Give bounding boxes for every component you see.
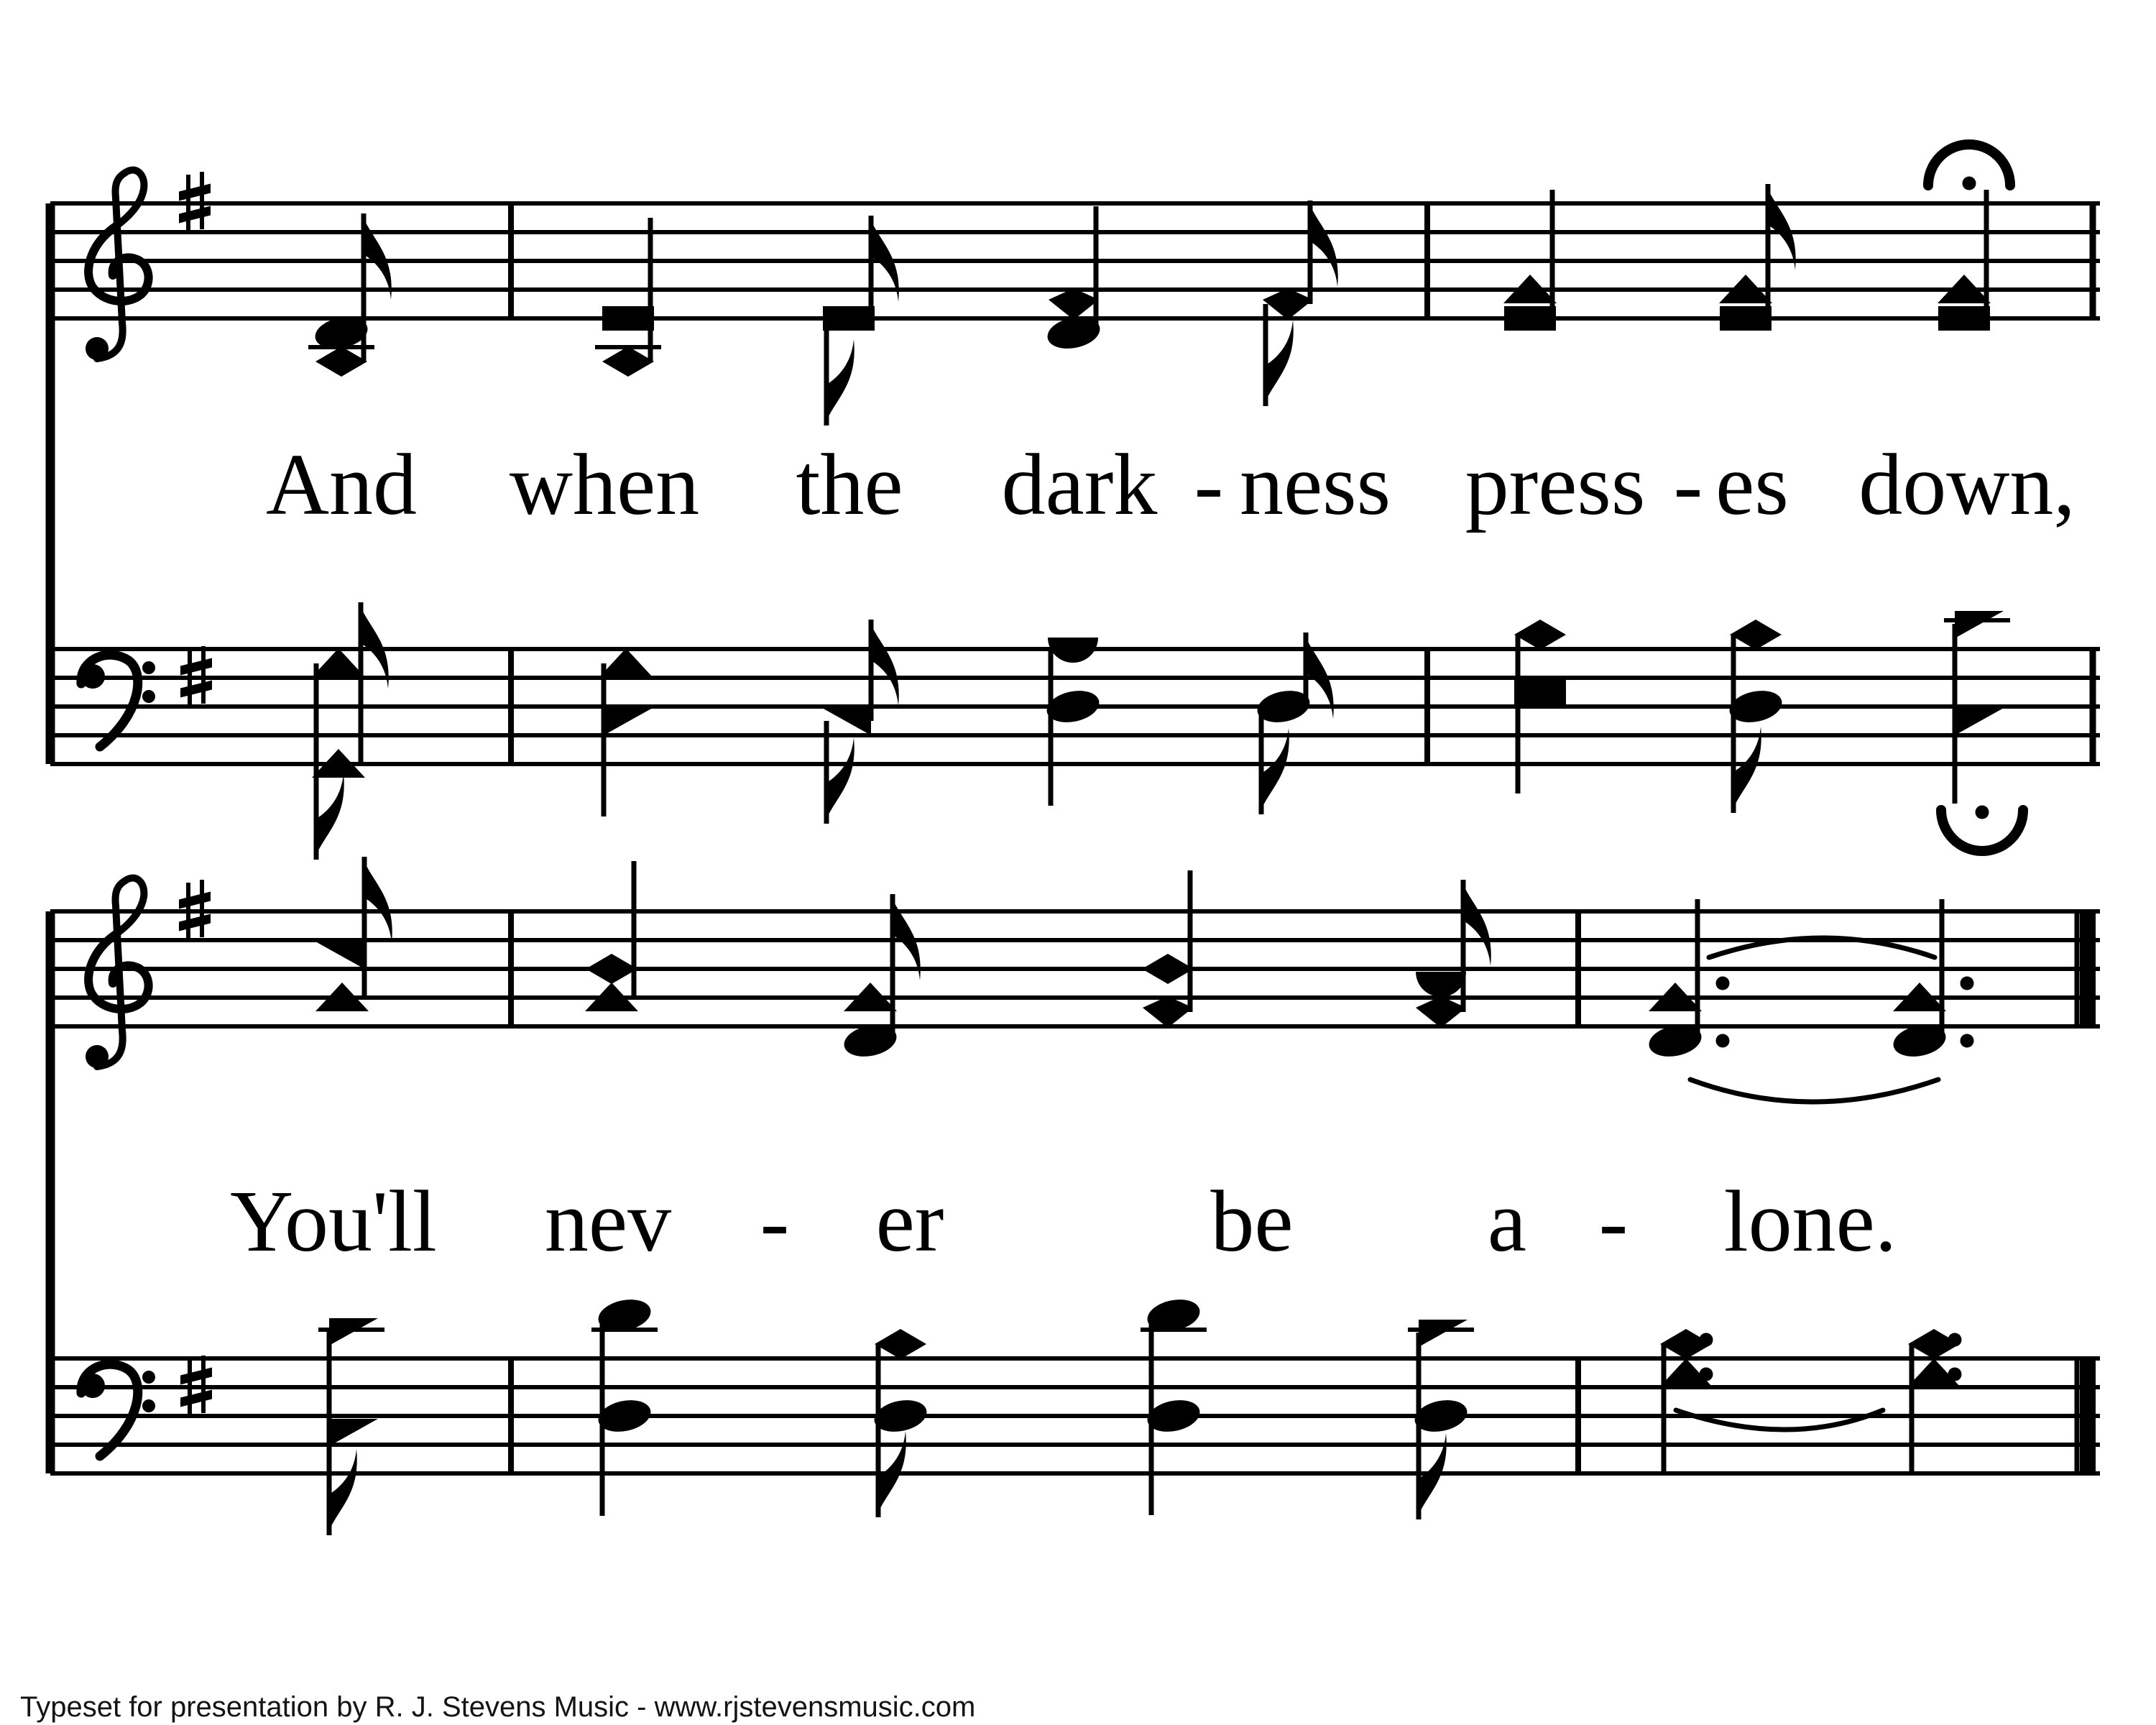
note (1044, 206, 1102, 353)
bass-clef-icon (80, 1364, 155, 1456)
lyric-syllable: press (1465, 436, 1646, 533)
staff-line (50, 967, 2100, 971)
notehead-la (1938, 306, 1990, 331)
note (1890, 899, 1973, 1061)
note-stem (648, 218, 653, 362)
note (1408, 1320, 1474, 1519)
staff-line (50, 1385, 2100, 1389)
barline (1424, 649, 1430, 764)
barline (508, 1358, 514, 1473)
notehead-mi (315, 346, 367, 377)
fermata-icon (1941, 806, 2023, 852)
augmentation-dot (1700, 1333, 1713, 1347)
lyric-syllable: ness (1239, 436, 1391, 533)
augmentation-dot (1961, 977, 1974, 990)
notehead-ti (1263, 288, 1313, 320)
staff-line (50, 1443, 2100, 1447)
tie (1676, 1410, 1883, 1430)
lyric-syllable: a (1487, 1173, 1527, 1270)
note-stem (1984, 190, 1989, 318)
note (1044, 638, 1102, 806)
note (1254, 632, 1333, 814)
staff-line (50, 1414, 2100, 1418)
lyric-syllable: - (1194, 436, 1224, 533)
notehead-fa (1419, 1320, 1468, 1347)
lyric-syllable: when (509, 436, 700, 533)
notehead-la (602, 306, 654, 331)
note-stem (1940, 899, 1945, 1041)
lyric-syllable: er (875, 1173, 944, 1270)
note-stem (1550, 190, 1555, 318)
augmentation-dot (1961, 1034, 1974, 1048)
barline (1575, 911, 1581, 1026)
note-stem (1049, 649, 1054, 806)
note (1928, 144, 2010, 331)
barline (46, 203, 55, 764)
staff-line (50, 909, 2100, 914)
note (1719, 184, 1796, 331)
fermata-icon (1928, 144, 2010, 190)
lyrics (230, 436, 2076, 1270)
notehead-mi (1142, 954, 1194, 984)
staff-line (50, 201, 2100, 206)
notehead-fa (822, 708, 871, 735)
note (1907, 1329, 1962, 1475)
barline (1424, 203, 1430, 318)
note-stem (600, 1315, 605, 1516)
barline (2090, 649, 2096, 764)
notehead-re (1416, 972, 1466, 997)
augmentation-dot (1948, 1368, 1962, 1381)
notehead-mi (586, 954, 637, 984)
note-stem (632, 861, 637, 998)
notehead-mi (1730, 620, 1782, 650)
note-stem (1909, 1344, 1915, 1475)
lyric-syllable: - (760, 1173, 790, 1270)
note-stem (1695, 899, 1700, 1041)
staff-line (50, 762, 2100, 766)
tie (1690, 1080, 1938, 1102)
augmentation-dot (1716, 977, 1730, 990)
note-stem (1188, 870, 1193, 1012)
note (308, 213, 392, 377)
lyric-syllable: the (796, 436, 903, 533)
lyric-syllable: be (1210, 1173, 1294, 1270)
lyric-syllable: And (265, 436, 418, 533)
barlines (46, 203, 2096, 1473)
lyric-syllable: es (1715, 436, 1789, 533)
note (591, 1295, 658, 1516)
note (1416, 880, 1491, 1028)
barline (508, 203, 514, 318)
notehead-la (1504, 306, 1556, 331)
note-stem (1953, 624, 1958, 804)
bass-clef-icon (80, 655, 155, 747)
notes (308, 144, 2023, 1535)
footer-text: Typeset for presentation by R. J. Stevens Music - www.rjstevensmusic.com (20, 1691, 976, 1723)
lyric-syllable: dark (1001, 436, 1158, 533)
note-stem (1662, 1344, 1667, 1475)
lyric-syllable: down, (1858, 436, 2076, 533)
barline (1575, 1358, 1581, 1473)
staff-line (50, 1471, 2100, 1476)
barline (508, 649, 514, 764)
note (599, 648, 653, 816)
notehead-fa (329, 1419, 378, 1446)
notehead-do (599, 648, 653, 677)
notehead-la (1720, 306, 1772, 331)
staff-lines (50, 201, 2100, 1476)
lyric-syllable: lone. (1723, 1173, 1897, 1270)
note (585, 861, 638, 1011)
notehead-re (1048, 638, 1098, 663)
barline (2090, 203, 2096, 318)
notehead-fa (604, 708, 653, 735)
lyric-syllable: nev (544, 1173, 672, 1270)
notehead-mi (602, 346, 654, 377)
augmentation-dot (1948, 1333, 1962, 1347)
staff-line (50, 1024, 2100, 1029)
note-stem (1516, 635, 1521, 794)
treble-clef-icon (86, 878, 149, 1068)
lyrics-line-1 (266, 436, 2076, 533)
augmentation-dot (1700, 1368, 1713, 1381)
augmentation-dot (1716, 1034, 1730, 1048)
note-stem (1094, 206, 1099, 333)
notehead-la (1514, 680, 1566, 704)
notehead-ti (1143, 996, 1193, 1028)
lyric-syllable: - (1598, 1173, 1628, 1270)
lyric-syllable: You'll (230, 1173, 437, 1270)
note (318, 1318, 384, 1535)
barline (2075, 911, 2080, 1026)
lyrics-line-2 (230, 1173, 1897, 1270)
note (315, 857, 392, 1011)
note (312, 602, 389, 860)
notehead-ti (1416, 996, 1466, 1028)
staff-line (50, 259, 2100, 263)
barline (2080, 911, 2096, 1026)
clefs (80, 170, 155, 1456)
notehead-fa (1955, 708, 2004, 735)
barline (46, 911, 55, 1473)
staff-line (50, 733, 2100, 737)
note (595, 218, 661, 377)
barline (508, 911, 514, 1026)
notehead-la (823, 306, 875, 331)
barline (2080, 1358, 2096, 1473)
note (1141, 1295, 1207, 1515)
notehead-do (312, 648, 365, 677)
note-stem (1149, 1315, 1154, 1515)
notehead-fa (315, 942, 364, 969)
note (1142, 870, 1194, 1028)
staff-line (50, 1356, 2100, 1361)
key-signatures (179, 172, 212, 1416)
staff-line (50, 230, 2100, 234)
notehead-mi (1514, 620, 1566, 650)
notehead-ti (1049, 288, 1099, 320)
staff-line (50, 995, 2100, 1000)
note-stem (602, 663, 607, 816)
treble-clef-icon (86, 170, 149, 360)
note (1646, 899, 1729, 1061)
notehead-mi (875, 1329, 926, 1359)
note (1659, 1329, 1713, 1475)
barline (2075, 1358, 2080, 1473)
notehead-fa (1955, 611, 2004, 638)
lyric-syllable: - (1673, 436, 1703, 533)
note (841, 894, 920, 1061)
